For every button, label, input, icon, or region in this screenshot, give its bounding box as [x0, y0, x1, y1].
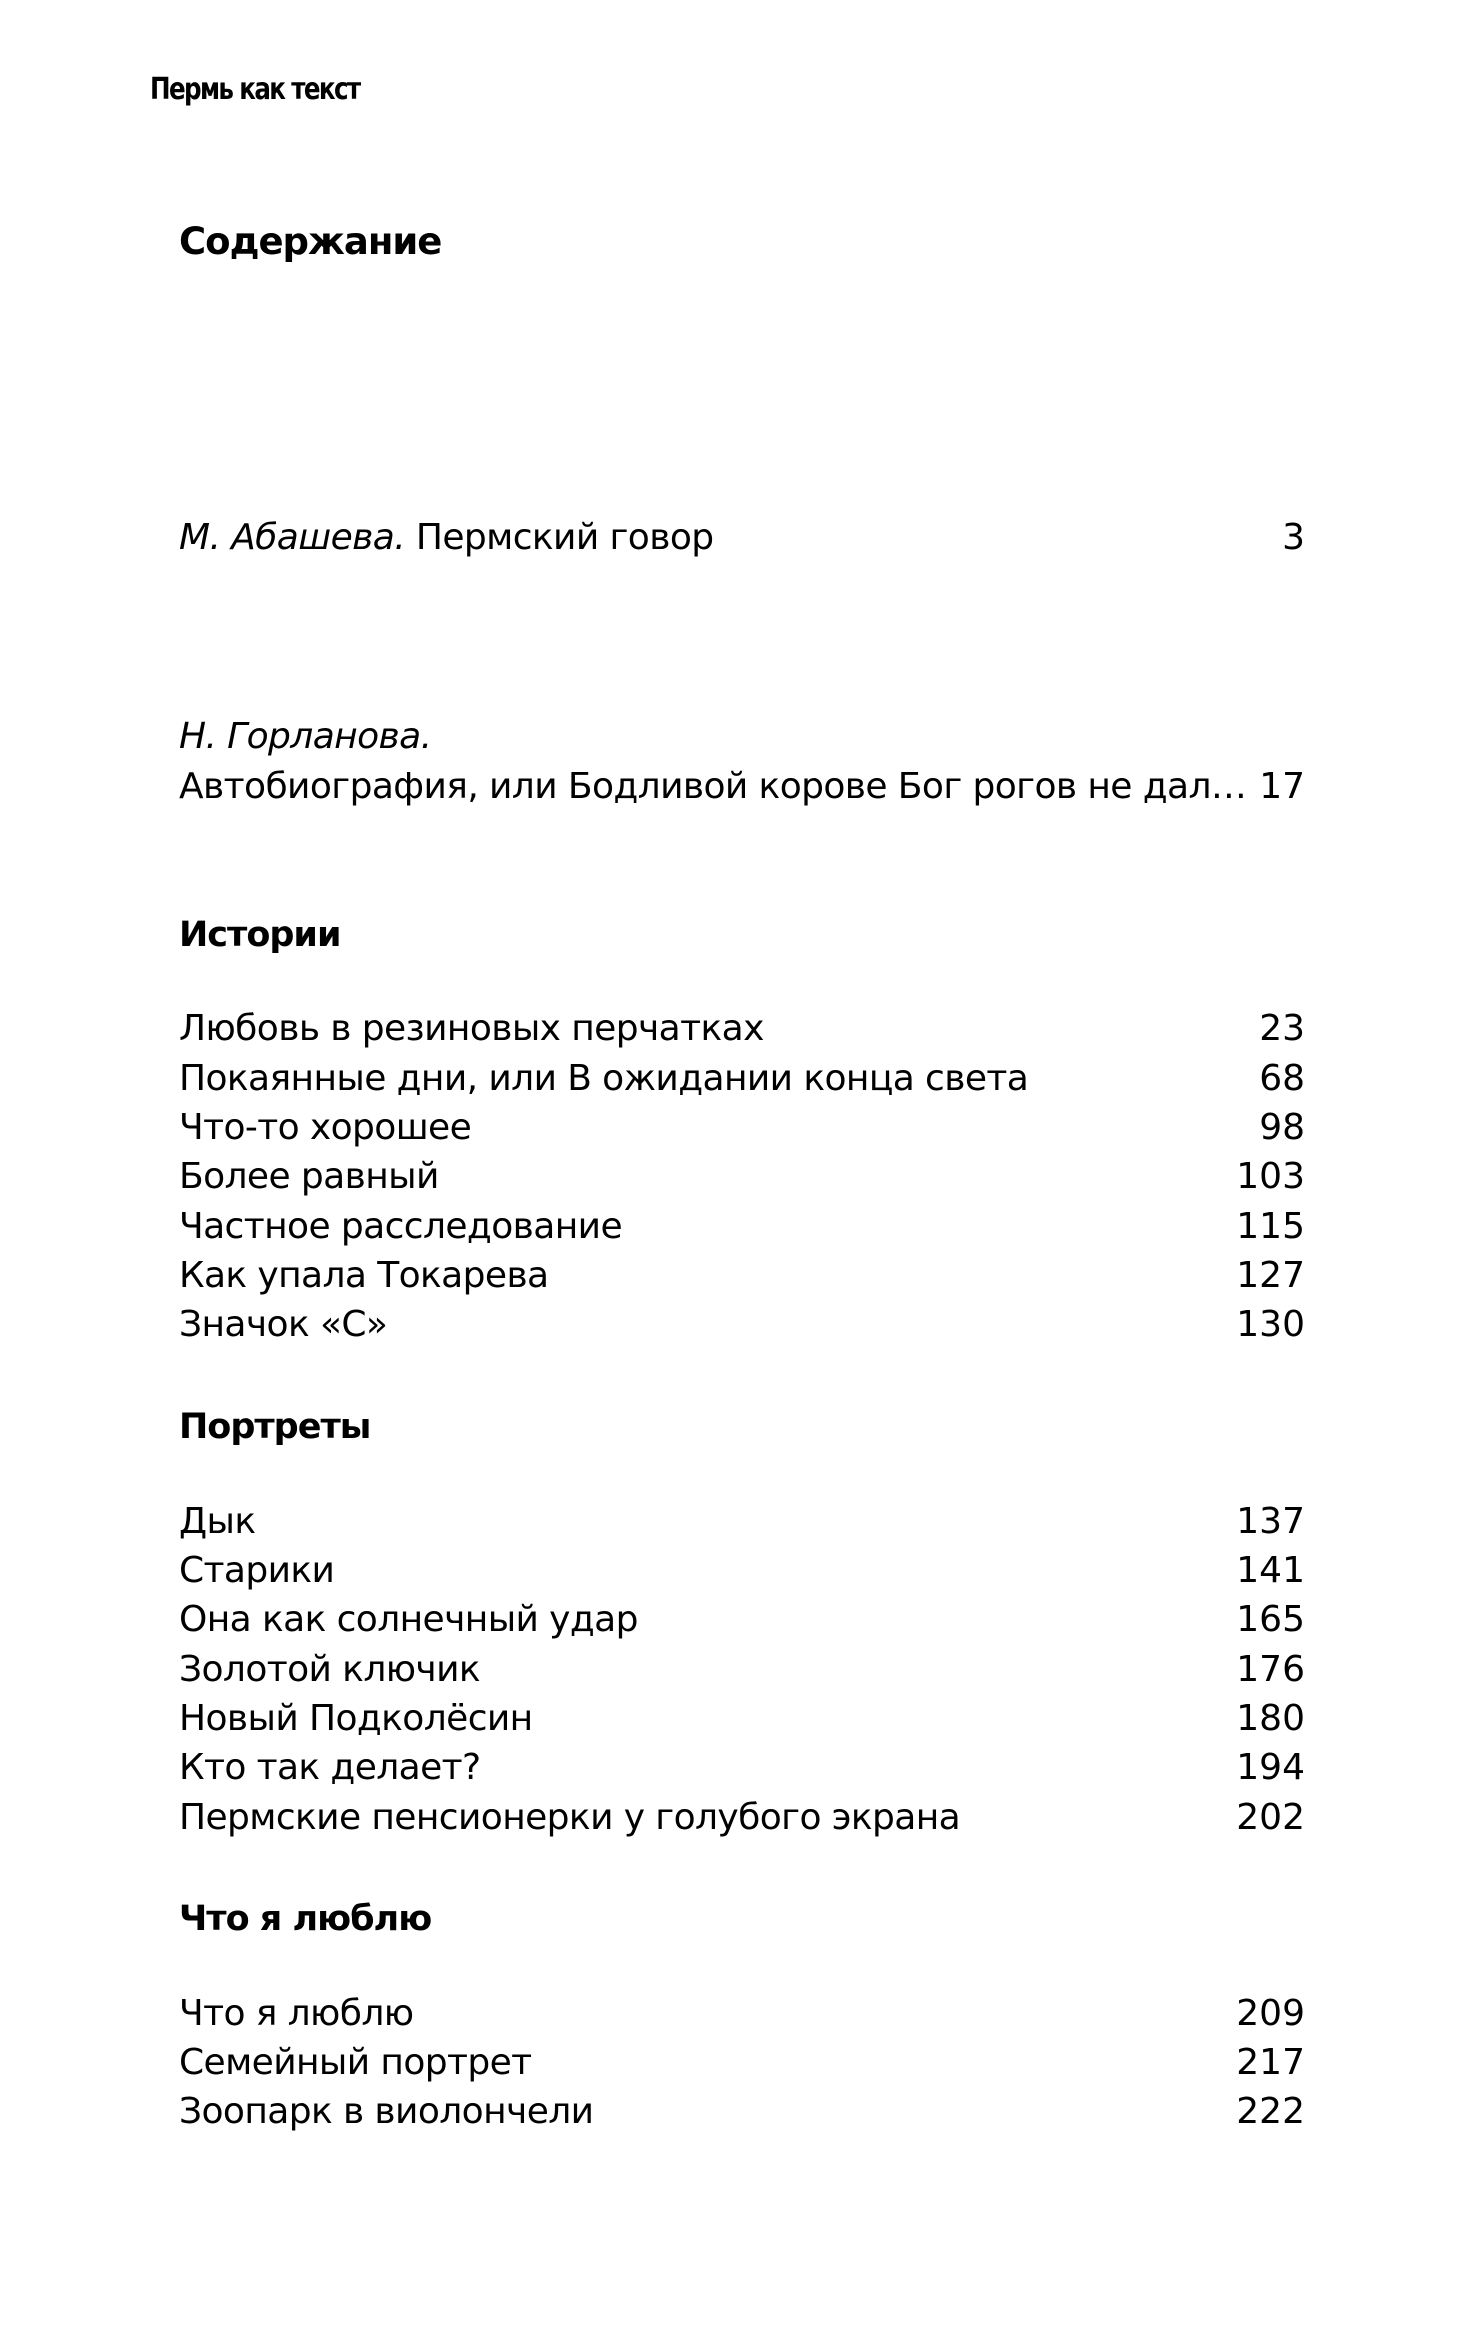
toc-entry-title: Пермский говор: [415, 517, 714, 558]
toc-entry-page: 3: [1282, 517, 1305, 558]
section-heading-stories: Истории: [179, 915, 341, 955]
toc-entry-title: Как упала Токарева: [179, 1255, 549, 1296]
toc-entry-page: 176: [1236, 1649, 1305, 1690]
toc-entry[interactable]: [179, 2087, 1305, 2137]
toc-entry-page: 98: [1259, 1107, 1305, 1148]
toc-entry-title: Любовь в резиновых перчатках: [179, 1008, 764, 1049]
toc-entry[interactable]: [179, 1251, 1305, 1301]
toc-entry-page: 115: [1236, 1206, 1305, 1247]
toc-entry-title: Кто так делает?: [179, 1747, 481, 1788]
toc-entry-page: 127: [1236, 1255, 1305, 1296]
toc-entry-page: 180: [1236, 1698, 1305, 1739]
toc-entry-page: 165: [1236, 1599, 1305, 1640]
section-heading-portraits: Портреты: [179, 1407, 371, 1447]
toc-entry-page: 103: [1236, 1156, 1305, 1197]
toc-entry-page: 23: [1259, 1008, 1305, 1049]
toc-entry-page: 141: [1236, 1550, 1305, 1591]
toc-entry-title: Пермские пенсионерки у голубого экрана: [179, 1797, 961, 1838]
page-title: Содержание: [179, 220, 442, 263]
toc-entry-title: Что я люблю: [179, 1993, 414, 2034]
toc-entry-author-line: [179, 712, 1305, 762]
toc-entry[interactable]: [179, 1103, 1305, 1153]
toc-entry-page: 202: [1236, 1797, 1305, 1838]
toc-entry-page: 209: [1236, 1993, 1305, 2034]
toc-entry[interactable]: [179, 1054, 1305, 1104]
toc-entry-title: Частное расследование: [179, 1206, 622, 1247]
toc-entry[interactable]: [179, 1497, 1305, 1547]
toc-entry-title: Что-то хорошее: [179, 1107, 472, 1148]
toc-entry[interactable]: [179, 1645, 1305, 1695]
toc-entry-page: 222: [1236, 2091, 1305, 2132]
toc-entry-author: Н. Горланова.: [179, 716, 432, 757]
toc-entry-page: 68: [1259, 1058, 1305, 1099]
toc-entry-title: Автобиография, или Бодливой корове Бог рогов не дал…: [179, 766, 1247, 807]
toc-entry-page: 130: [1236, 1304, 1305, 1345]
toc-entry-title: Зоопарк в виолончели: [179, 2091, 594, 2132]
toc-entry-page: 194: [1236, 1747, 1305, 1788]
toc-entry[interactable]: [179, 1793, 1305, 1843]
toc-entry-title: Золотой ключик: [179, 1649, 481, 1690]
toc-entry[interactable]: [179, 1595, 1305, 1645]
toc-entry-page: 17: [1259, 766, 1305, 807]
toc-entry[interactable]: [179, 2038, 1305, 2088]
toc-entry-author: М. Абашева.: [179, 517, 406, 558]
toc-entry-title: Старики: [179, 1550, 335, 1591]
toc-entry-page: 137: [1236, 1501, 1305, 1542]
toc-entry[interactable]: [179, 1202, 1305, 1252]
section-heading-what-i-love: Что я люблю: [179, 1899, 432, 1939]
toc-entry[interactable]: [179, 1546, 1305, 1596]
toc-entry-title: Более равный: [179, 1156, 439, 1197]
toc-entry[interactable]: [179, 1300, 1305, 1350]
toc-entry-title: Покаянные дни, или В ожидании конца света: [179, 1058, 1029, 1099]
running-header: Пермь как текст: [150, 72, 360, 107]
toc-entry[interactable]: [179, 1694, 1305, 1744]
toc-entry-title: Она как солнечный удар: [179, 1599, 638, 1640]
toc-entry-title: Дык: [179, 1501, 256, 1542]
toc-entry[interactable]: [179, 1743, 1305, 1793]
toc-entry-page: 217: [1236, 2042, 1305, 2083]
toc-entry-autobiography[interactable]: [179, 762, 1305, 812]
toc-entry-title: Новый Подколёсин: [179, 1698, 533, 1739]
toc-entry-title: Семейный портрет: [179, 2042, 532, 2083]
toc-entry[interactable]: [179, 1152, 1305, 1202]
toc-entry[interactable]: [179, 1004, 1305, 1054]
toc-entry-title: Значок «С»: [179, 1304, 388, 1345]
toc-entry-abasheva[interactable]: [179, 513, 1305, 563]
toc-entry[interactable]: [179, 1989, 1305, 2039]
